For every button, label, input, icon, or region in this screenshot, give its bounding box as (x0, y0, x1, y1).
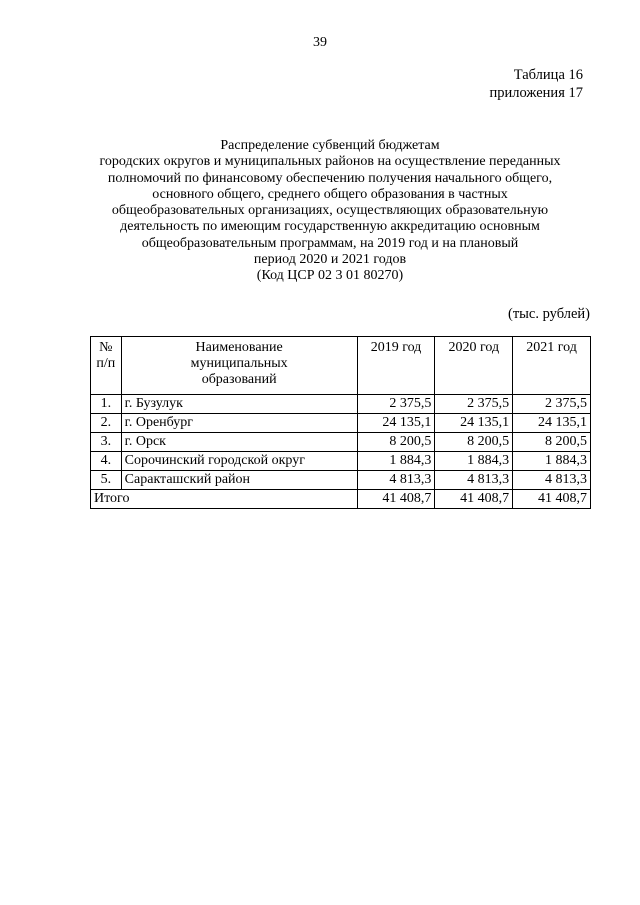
table-header-row (91, 337, 591, 395)
document-title (70, 138, 590, 285)
title-line: (Код ЦСР 02 3 01 80270) (256, 268, 404, 284)
row-number: 5. (91, 471, 122, 490)
header-2021: 2021 год (513, 337, 591, 395)
row-value-2019: 1 884,3 (357, 452, 435, 471)
appendix-label: приложения 17 (489, 85, 583, 101)
table-label: Таблица 16 (513, 67, 583, 83)
units-label: (тыс. рублей) (508, 306, 590, 322)
header-name (121, 337, 357, 395)
row-value-2021: 8 200,5 (513, 433, 591, 452)
row-value-2020: 2 375,5 (435, 395, 513, 414)
row-number: 4. (91, 452, 122, 471)
table-row (91, 414, 591, 433)
title-line: полномочий по финансовому обеспечению получения начального общего, (107, 170, 553, 186)
row-value-2019: 2 375,5 (357, 395, 435, 414)
row-name: г. Орск (121, 433, 357, 452)
row-number: 1. (91, 395, 122, 414)
title-line: общеобразовательным программам, на 2019 год и на плановый (141, 235, 519, 251)
row-value-2021: 1 884,3 (513, 452, 591, 471)
table-row (91, 452, 591, 471)
header-name-line: муниципальных (190, 356, 288, 371)
total-value-2019: 41 408,7 (357, 490, 435, 509)
row-value-2019: 24 135,1 (357, 414, 435, 433)
row-value-2020: 1 884,3 (435, 452, 513, 471)
table-reference (490, 66, 583, 102)
row-value-2021: 4 813,3 (513, 471, 591, 490)
header-2020: 2020 год (435, 337, 513, 395)
total-row (91, 490, 591, 509)
header-2019: 2019 год (357, 337, 435, 395)
header-name-line: Наименование (195, 340, 283, 355)
total-value-2020: 41 408,7 (435, 490, 513, 509)
table-row (91, 395, 591, 414)
title-line: Распределение субвенций бюджетам (220, 138, 440, 153)
row-name: Саракташский район (121, 471, 357, 490)
row-value-2020: 4 813,3 (435, 471, 513, 490)
row-name: г. Оренбург (121, 414, 357, 433)
title-line: общеобразовательных организациях, осуществляющих образовательную (111, 203, 549, 219)
row-value-2019: 4 813,3 (357, 471, 435, 490)
row-value-2021: 2 375,5 (513, 395, 591, 414)
row-name: Сорочинский городской округ (121, 452, 357, 471)
header-number-line: п/п (96, 356, 116, 371)
subvention-table (90, 336, 591, 509)
title-line: основного общего, среднего общего образования в частных (152, 186, 508, 202)
header-number (91, 337, 122, 395)
title-line: период 2020 и 2021 годов (253, 252, 407, 268)
header-name-line: образований (201, 372, 277, 387)
row-value-2019: 8 200,5 (357, 433, 435, 452)
row-value-2020: 8 200,5 (435, 433, 513, 452)
row-value-2021: 24 135,1 (513, 414, 591, 433)
header-number-line: № (99, 340, 113, 355)
total-value-2021: 41 408,7 (513, 490, 591, 509)
row-number: 3. (91, 433, 122, 452)
table-row (91, 471, 591, 490)
title-line: деятельность по имеющим государственную аккредитацию основным (120, 219, 540, 235)
row-name: г. Бузулук (121, 395, 357, 414)
table-row (91, 433, 591, 452)
row-number: 2. (91, 414, 122, 433)
title-line: городских округов и муниципальных районов на осуществление переданных (99, 154, 561, 170)
page-number: 39 (313, 35, 327, 50)
row-value-2020: 24 135,1 (435, 414, 513, 433)
total-label: Итого (91, 490, 358, 509)
